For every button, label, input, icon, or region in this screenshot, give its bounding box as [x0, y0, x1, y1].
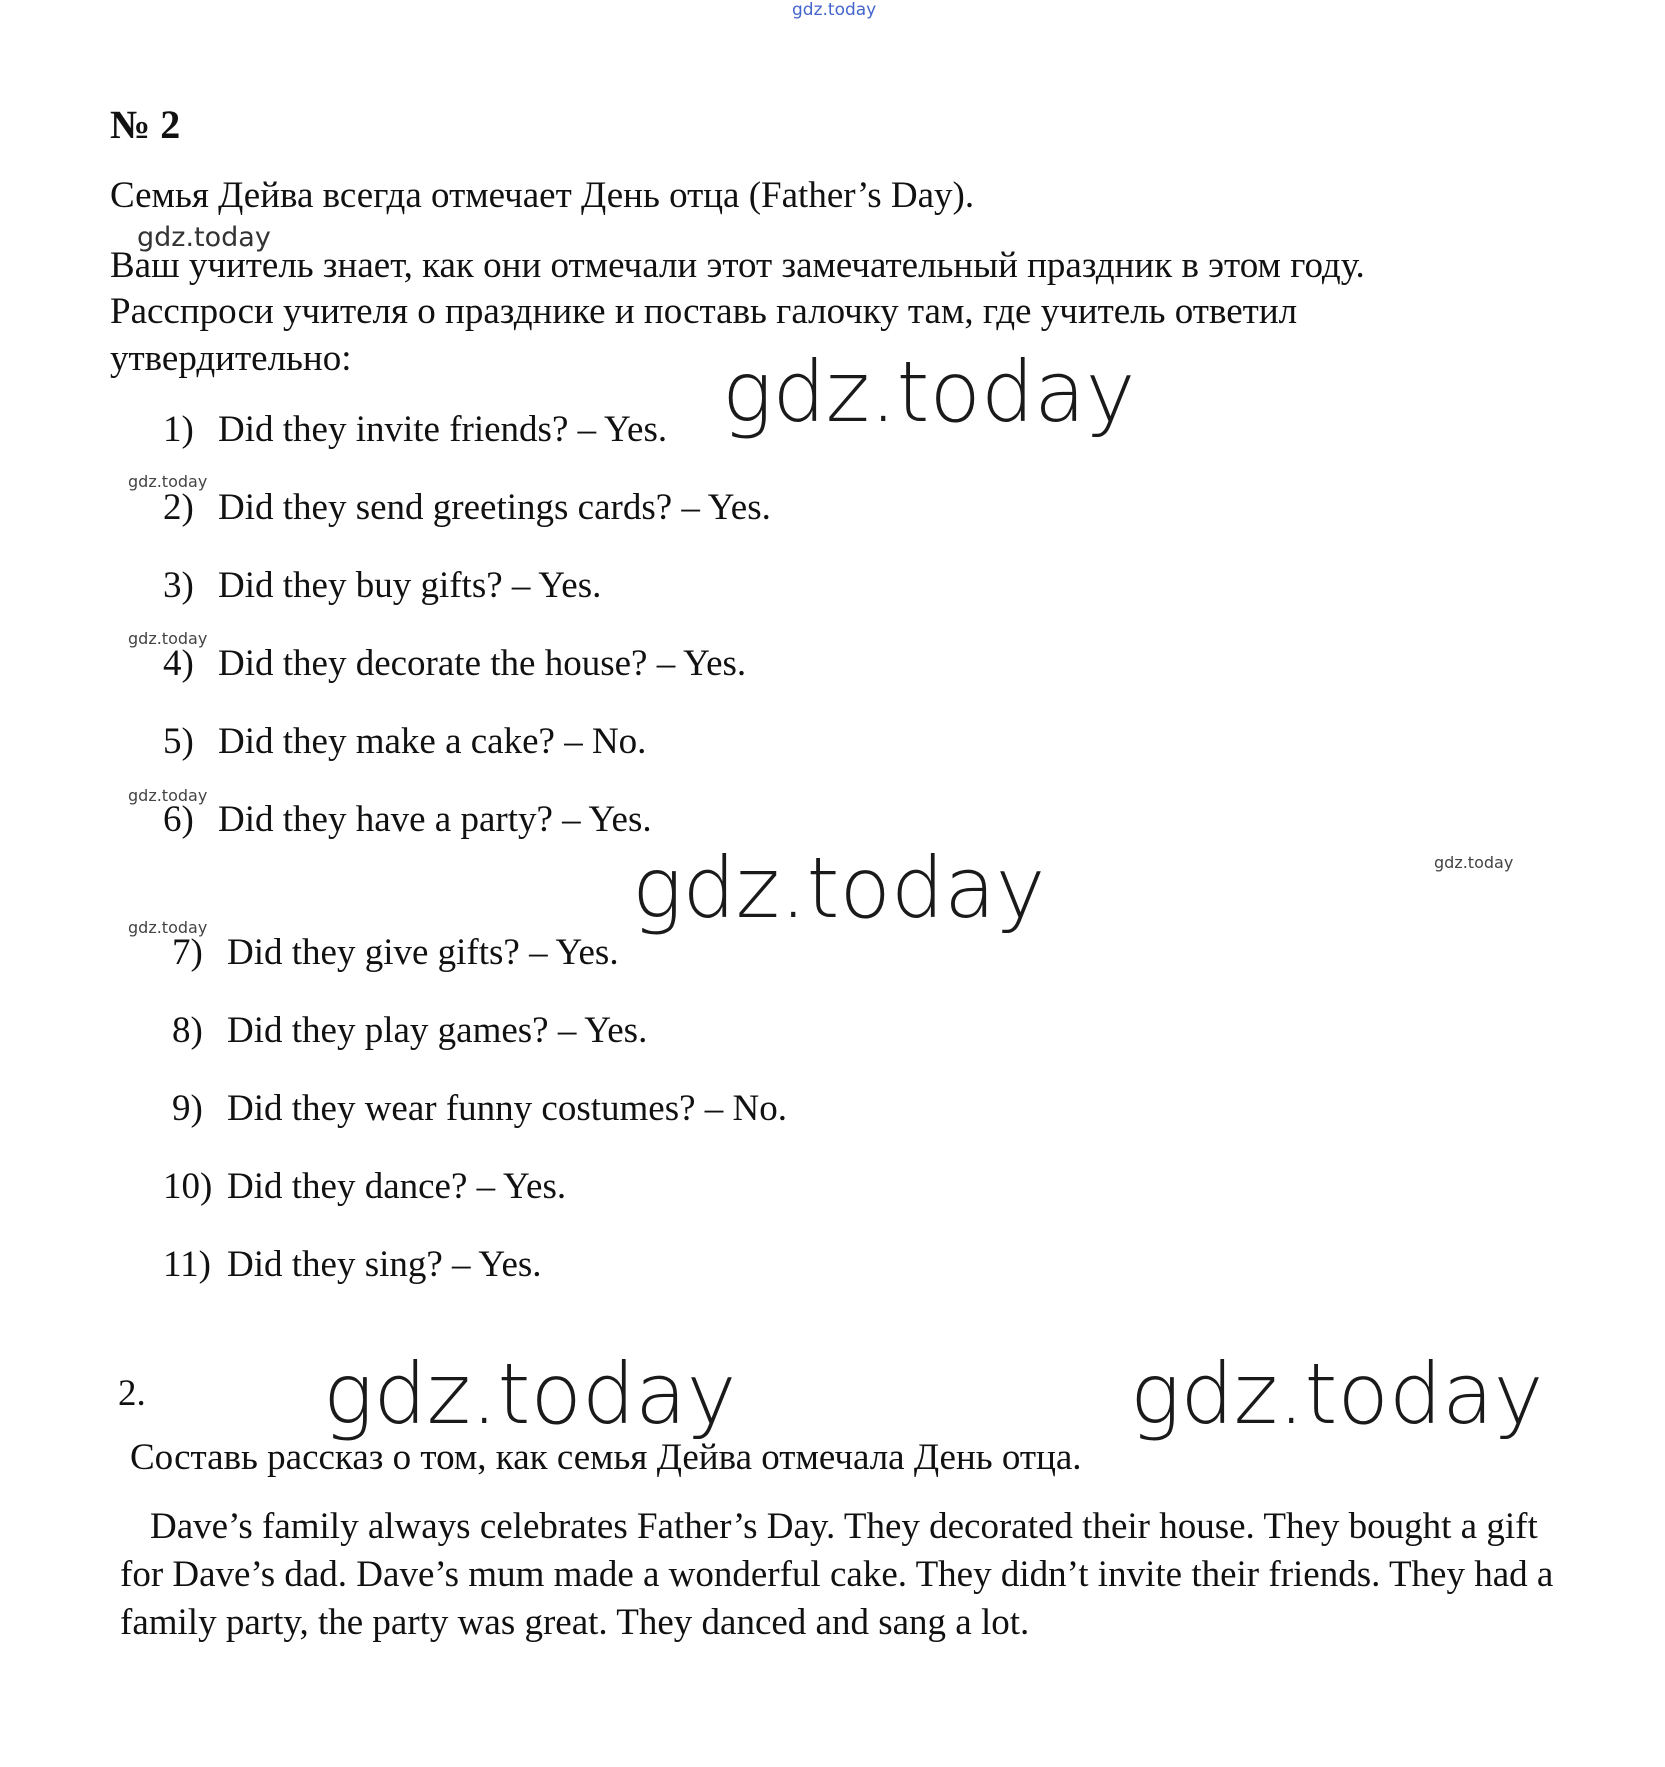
- item-number: 3): [163, 565, 194, 606]
- item-number: 4): [163, 643, 194, 684]
- watermark: gdz.today: [323, 1345, 737, 1443]
- list-item: [163, 411, 667, 448]
- watermark: gdz.today: [1130, 1345, 1544, 1443]
- watermark: gdz.today: [128, 918, 208, 937]
- list-item: [163, 489, 771, 526]
- part2-number: 2.: [118, 1373, 146, 1414]
- item-text: Did they give gifts? – Yes.: [227, 932, 619, 973]
- list-item: [163, 645, 746, 682]
- item-text: Did they sing? – Yes.: [227, 1244, 542, 1285]
- list-item: [163, 723, 646, 760]
- story-text: Dave’s family always celebrates Father’s Day. They decorated their house. They bought a gift for Dave’s dad. Dave’s mum made a wonderful cake. They didn’t invite their friends. They had a family party, the party was great. They danced and sang a lot.: [120, 1506, 1554, 1643]
- intro-line-1: Семья Дейва всегда отмечает День отца (Father’s Day).: [110, 175, 975, 216]
- item-text: Did they wear funny costumes? – No.: [227, 1088, 788, 1129]
- item-number: 8): [172, 1010, 203, 1051]
- watermark: gdz.today: [632, 839, 1046, 937]
- item-number: 11): [163, 1244, 211, 1285]
- item-text: Did they buy gifts? – Yes.: [218, 565, 602, 606]
- item-number: 2): [163, 487, 194, 528]
- part2-task: Составь рассказ о том, как семья Дейва отмечала День отца.: [130, 1437, 1082, 1478]
- item-number: 1): [163, 409, 194, 450]
- list-item: [172, 1012, 647, 1049]
- watermark: gdz.today: [722, 343, 1136, 441]
- watermark: gdz.today: [128, 629, 208, 648]
- intro-line-4: утвердительно:: [110, 338, 352, 379]
- list-item: [163, 567, 601, 604]
- item-text: Did they invite friends? – Yes.: [218, 409, 668, 450]
- watermark: gdz.today: [1434, 853, 1514, 872]
- item-text: Did they have a party? – Yes.: [218, 799, 652, 840]
- item-text: Did they make a cake? – No.: [218, 721, 647, 762]
- watermark: gdz.today: [128, 472, 208, 491]
- item-number: 6): [163, 799, 194, 840]
- item-text: Did they play games? – Yes.: [227, 1010, 648, 1051]
- list-item: [163, 1246, 542, 1283]
- item-number: 5): [163, 721, 194, 762]
- item-text: Did they send greetings cards? – Yes.: [218, 487, 771, 528]
- watermark-top: gdz.today: [792, 0, 877, 20]
- list-item: [172, 934, 619, 971]
- item-number: 9): [172, 1088, 203, 1129]
- intro-line-3: Расспроси учителя о празднике и поставь галочку там, где учитель ответил: [110, 291, 1298, 332]
- list-item: [163, 801, 652, 838]
- item-text: Did they decorate the house? – Yes.: [218, 643, 747, 684]
- item-text: Did they dance? – Yes.: [227, 1166, 567, 1207]
- item-number: 7): [172, 932, 203, 973]
- item-number: 10): [163, 1166, 213, 1207]
- intro-line-2: Ваш учитель знает, как они отмечали этот замечательный праздник в этом году.: [110, 245, 1365, 286]
- exercise-number: № 2: [110, 102, 181, 147]
- watermark: gdz.today: [137, 222, 271, 253]
- list-item: [172, 1090, 787, 1127]
- watermark: gdz.today: [128, 786, 208, 805]
- list-item: [163, 1168, 566, 1205]
